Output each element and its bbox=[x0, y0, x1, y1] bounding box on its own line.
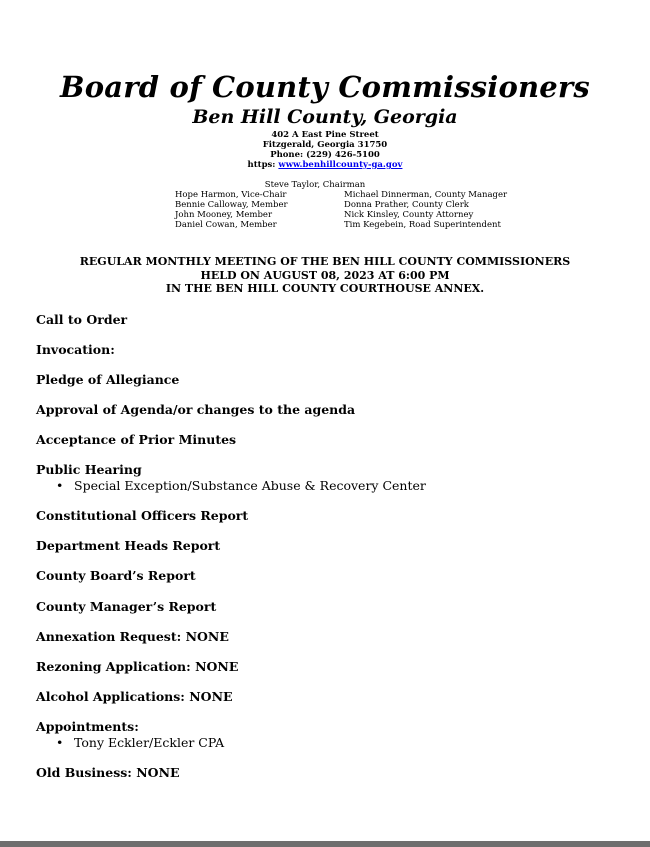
official-name: Daniel Cowan, Member bbox=[175, 220, 277, 230]
agenda-item-constitutional-officers: Constitutional Officers Report bbox=[36, 508, 249, 523]
officials-right-column bbox=[344, 190, 507, 230]
bullet-text: Tony Eckler/Eckler CPA bbox=[74, 735, 225, 750]
official-name: Tim Kegebein, Road Superintendent bbox=[344, 220, 501, 230]
official-name: Nick Kinsley, County Attorney bbox=[344, 210, 474, 220]
meeting-line: IN THE BEN HILL COUNTY COURTHOUSE ANNEX. bbox=[165, 282, 485, 295]
agenda-item-annexation: Annexation Request: NONE bbox=[36, 629, 229, 644]
list-item bbox=[56, 735, 224, 750]
website-link[interactable]: www.benhillcounty-ga.gov bbox=[278, 160, 403, 170]
address-city: Fitzgerald, Georgia 31750 bbox=[262, 140, 388, 150]
agenda-item-approval: Approval of Agenda/or changes to the agenda bbox=[36, 402, 356, 417]
official-name: Bennie Calloway, Member bbox=[175, 200, 288, 210]
meeting-line: HELD ON AUGUST 08, 2023 AT 6:00 PM bbox=[200, 268, 450, 282]
board-title: Board of County Commissioners bbox=[60, 70, 590, 104]
official-name: Michael Dinnerman, County Manager bbox=[344, 190, 508, 200]
phone-number: Phone: (229) 426-5100 bbox=[270, 150, 380, 160]
window-bottom-edge bbox=[0, 841, 650, 847]
list-item bbox=[56, 478, 426, 493]
agenda-item-alcohol: Alcohol Applications: NONE bbox=[36, 689, 233, 704]
county-subtitle: Ben Hill County, Georgia bbox=[192, 106, 458, 128]
agenda-item-call-to-order: Call to Order bbox=[36, 312, 128, 327]
official-name: Hope Harmon, Vice-Chair bbox=[175, 190, 287, 200]
agenda-item-invocation: Invocation: bbox=[36, 342, 115, 357]
bullet-text: Special Exception/Substance Abuse & Recovery Center bbox=[74, 478, 426, 493]
agenda-item-department-heads: Department Heads Report bbox=[36, 538, 221, 553]
agenda-item-appointments: Appointments: bbox=[36, 719, 139, 734]
official-name: John Mooney, Member bbox=[175, 210, 273, 220]
official-name: Donna Prather, County Clerk bbox=[344, 200, 469, 210]
address-street: 402 A East Pine Street bbox=[271, 130, 379, 140]
agenda-item-pledge: Pledge of Allegiance bbox=[36, 372, 180, 387]
agenda-item-prior-minutes: Acceptance of Prior Minutes bbox=[36, 432, 237, 447]
agenda-item-county-board: County Board’s Report bbox=[36, 568, 196, 583]
chairman: Steve Taylor, Chairman bbox=[264, 180, 366, 190]
officials-left-column bbox=[175, 190, 288, 230]
agenda-item-county-manager: County Manager’s Report bbox=[36, 599, 217, 614]
agenda-item-rezoning: Rezoning Application: NONE bbox=[36, 659, 239, 674]
website-line bbox=[0, 160, 650, 170]
website-prefix: https: bbox=[247, 160, 276, 170]
meeting-header bbox=[0, 255, 650, 296]
meeting-line: REGULAR MONTHLY MEETING OF THE BEN HILL COUNTY COMMISSIONERS bbox=[79, 255, 571, 268]
agenda-item-public-hearing: Public Hearing bbox=[36, 462, 142, 477]
bullet-icon: • bbox=[56, 478, 64, 493]
agenda-item-old-business: Old Business: NONE bbox=[36, 765, 180, 780]
bullet-icon: • bbox=[56, 735, 64, 750]
